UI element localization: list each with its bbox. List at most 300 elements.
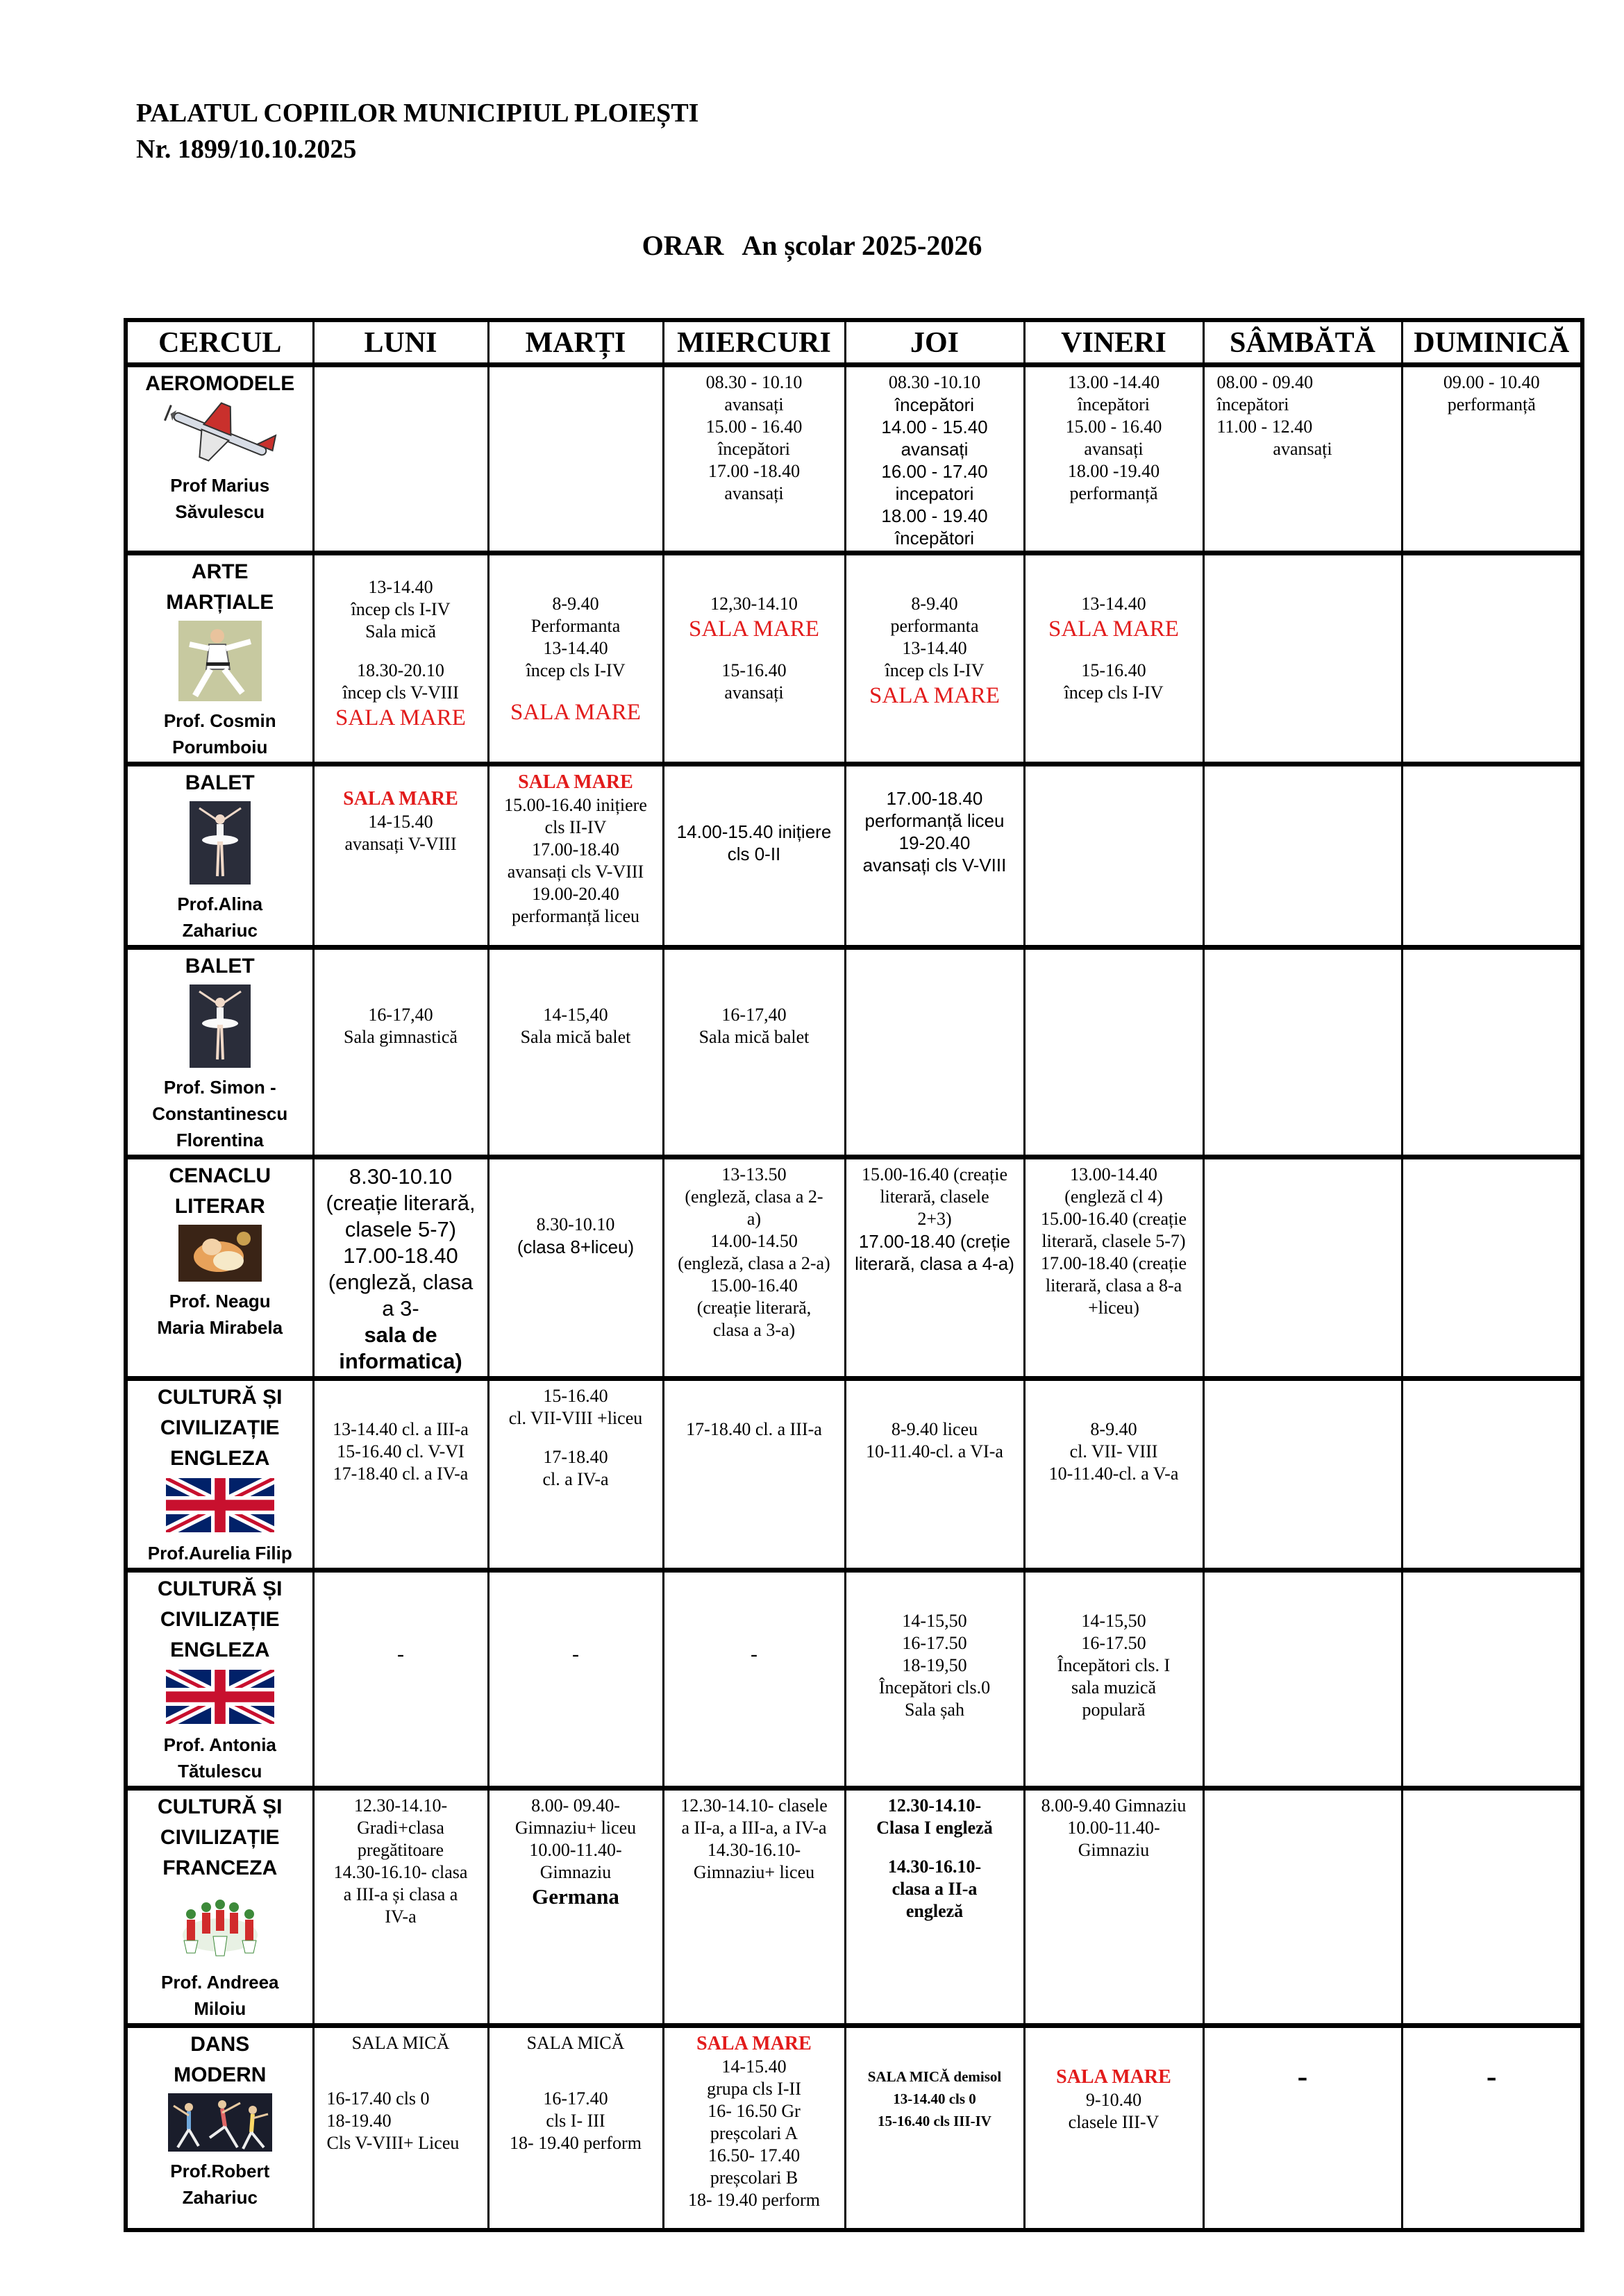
spacer: [666, 987, 843, 1004]
schedule-line: 19.00-20.40: [532, 884, 619, 904]
schedule-line: 11.00 - 12.40: [1216, 417, 1313, 437]
schedule-line: cl. VII-VIII +liceu: [508, 1408, 643, 1428]
schedule-line: 08.30 - 10.10: [705, 372, 803, 392]
schedule-line: 14-15.40: [721, 2056, 787, 2077]
professor-name: Zahariuc: [182, 920, 258, 941]
schedule-line: cl. VII- VIII: [1069, 1441, 1158, 1461]
spacer: [666, 1402, 843, 1418]
schedule-line: a II-a, a III-a, a IV-a: [681, 1818, 827, 1838]
circle-cell: [126, 553, 313, 764]
schedule-cell-marți: [488, 1570, 663, 1788]
schedule-line: 13-14.40: [543, 638, 608, 658]
schedule-line: 18.00 - 19.40: [881, 505, 988, 526]
schedule-line: sala de: [364, 1323, 437, 1347]
spacer: [1027, 2049, 1201, 2065]
schedule-line: 10-11.40-cl. a VI-a: [866, 1441, 1003, 1461]
spacer: [1027, 1577, 1201, 1593]
schedule-line: cl. a IV-a: [542, 1469, 609, 1489]
schedule-line: 10.00-11.40-: [529, 1840, 622, 1860]
spacer: [316, 2071, 486, 2088]
schedule-line: 16-17.50: [1081, 1633, 1146, 1653]
schedule-cell-joi: [845, 764, 1024, 948]
schedule-cell-duminică: [1402, 365, 1582, 553]
column-header: DUMINICĂ: [1402, 320, 1582, 365]
professor-name: Tătulescu: [178, 1761, 262, 1782]
table-row: [126, 1157, 1582, 1379]
schedule-cell-joi: [845, 2026, 1024, 2230]
schedule-line: Gimnaziu: [539, 1862, 612, 1882]
schedule-cell-miercuri: [663, 764, 845, 948]
schedule-line: 13.00-14.40: [1070, 1164, 1157, 1184]
schedule-cell-duminică: [1402, 764, 1582, 948]
schedule-line: 15.00-16.40 (creație: [1040, 1209, 1187, 1229]
circle-name: FRANCEZA: [162, 1857, 278, 1879]
schedule-line: (engleză, clasa: [328, 1270, 474, 1294]
schedule-line: 8-9.40: [552, 594, 599, 614]
airplane-model-icon: [129, 402, 311, 469]
table-row: [126, 365, 1582, 553]
schedule-line: literară, clasa a 8-a: [1045, 1275, 1182, 1296]
schedule-line: 17-18.40 cl. a III-a: [686, 1419, 822, 1439]
schedule-line: Sala mică balet: [520, 1027, 631, 1047]
schedule-line: engleză: [905, 1901, 964, 1921]
schedule-line: -: [1297, 2059, 1308, 2093]
schedule-line: Germana: [532, 1884, 619, 1909]
schedule-line: Începători cls.0: [878, 1677, 991, 1698]
professor-name: Miloiu: [194, 1998, 246, 2019]
schedule-line: 17.00-18.40 (creție: [858, 1231, 1011, 1252]
schedule-line: 17.00-18.40: [532, 839, 619, 860]
spacer: [316, 1577, 486, 1593]
schedule-line: 13-13.50: [721, 1164, 787, 1184]
schedule-line: 17.00 -18.40: [708, 461, 801, 481]
spacer: [848, 560, 1022, 576]
schedule-line: 8-9.40: [911, 594, 958, 614]
schedule-line: 16-17.50: [902, 1633, 967, 1653]
schedule-line: 13-14.40: [902, 638, 967, 658]
schedule-line: 16- 16.50 Gr: [708, 2101, 801, 2121]
schedule-line: 18-19.40: [326, 2111, 392, 2131]
circle-name: AEROMODELE: [145, 372, 295, 395]
schedule-cell-marți: [488, 2026, 663, 2230]
schedule-line: IV-a: [385, 1907, 417, 1927]
schedule-line: cls 0-II: [727, 844, 781, 864]
spacer: [491, 1593, 661, 1610]
spacer: [666, 1593, 843, 1610]
schedule-cell-joi: [845, 1379, 1024, 1570]
schedule-line: încep cls I-IV: [351, 599, 451, 619]
institution-name: PALATUL COPIILOR MUNICIPIUL PLOIEȘTI: [136, 99, 699, 128]
circle-name: CULTURĂ ȘI: [158, 1795, 283, 1818]
schedule-line: SALA MICĂ demisol: [867, 2068, 1002, 2085]
schedule-cell-sâmbătă: [1203, 1379, 1402, 1570]
spacer: [666, 771, 843, 787]
schedule-line: clasa a II-a: [891, 1879, 978, 1899]
spacer: [491, 971, 661, 987]
circle-name: MARȚIALE: [166, 591, 274, 614]
schedule-line: performanță liceu: [864, 810, 1005, 831]
schedule-line: 10-11.40-cl. a V-a: [1048, 1464, 1179, 1484]
schedule-line: 17.00-18.40: [886, 788, 983, 809]
schedule-cell-miercuri: [663, 948, 845, 1157]
schedule-line: 13-14.40 cl. a III-a: [333, 1419, 469, 1439]
schedule-cell-duminică: [1402, 1379, 1582, 1570]
schedule-line: încep cls V-VIII: [342, 682, 459, 703]
table-row: [126, 1788, 1582, 2026]
spacer: [848, 576, 1022, 593]
schedule-line: 12.30-14.10-: [887, 1795, 982, 1816]
schedule-line: +liceu): [1088, 1298, 1139, 1318]
schedule-line: avansați: [724, 682, 784, 703]
schedule-line: 08.00 - 09.40: [1216, 372, 1314, 392]
schedule-cell-luni: [313, 1157, 488, 1379]
schedule-line: 15-16.40: [1081, 660, 1146, 680]
schedule-line: SALA MARE: [869, 683, 1000, 708]
schedule-line: 17-18.40 cl. a IV-a: [333, 1464, 469, 1484]
schedule-line: avansați: [1084, 439, 1144, 459]
spacer: [316, 1593, 486, 1610]
schedule-line: cls II-IV: [544, 817, 607, 837]
schedule-cell-sâmbătă: [1203, 2026, 1402, 2230]
schedule-line: SALA MARE: [335, 705, 466, 730]
circle-cell: [126, 764, 313, 948]
schedule-cell-marți: [488, 553, 663, 764]
circle-name: ENGLEZA: [170, 1447, 270, 1470]
spacer: [1027, 560, 1201, 576]
spacer: [491, 560, 661, 576]
spacer: [316, 1627, 486, 1643]
spacer: [491, 1610, 661, 1627]
spacer: [1027, 576, 1201, 593]
schedule-line: Gimnaziu: [1078, 1840, 1150, 1860]
circle-name: CULTURĂ ȘI: [158, 1386, 283, 1409]
schedule-line: (engleză cl 4): [1064, 1187, 1163, 1207]
spacer: [316, 987, 486, 1004]
schedule-cell-duminică: [1402, 2026, 1582, 2230]
schedule-cell-sâmbătă: [1203, 1788, 1402, 2026]
schedule-line: 14.30-16.10- clasa: [333, 1862, 468, 1882]
circle-name: CIVILIZAȚIE: [160, 1416, 280, 1439]
schedule-line: încep cls I-IV: [885, 660, 985, 680]
schedule-line: 08.30 -10.10: [888, 372, 981, 392]
spacer: [848, 1385, 1022, 1402]
column-header: CERCUL: [126, 320, 313, 365]
schedule-line: Clasa I engleză: [876, 1818, 993, 1838]
schedule-line: 17.00-18.40: [343, 1243, 458, 1268]
schedule-line: 18-19,50: [902, 1655, 967, 1675]
schedule-line: 8-9.40: [1090, 1419, 1137, 1439]
schedule-line: performanță: [1447, 394, 1536, 414]
schedule-cell-vineri: [1024, 1788, 1203, 2026]
schedule-line: 16-17.40: [543, 2088, 608, 2109]
schedule-line: 8.00-9.40 Gimnaziu: [1041, 1795, 1187, 1816]
schedule-line: incepatori: [895, 483, 974, 504]
schedule-line: pregătitoare: [357, 1840, 444, 1860]
spacer: [316, 1402, 486, 1418]
circle-name: CULTURĂ ȘI: [158, 1577, 283, 1600]
schedule-line: SALA MARE: [510, 700, 641, 725]
schedule-line: avansați: [724, 394, 784, 414]
schedule-cell-joi: [845, 365, 1024, 553]
schedule-cell-luni: [313, 1570, 488, 1788]
schedule-line: încep cls I-IV: [1064, 682, 1164, 703]
schedule-line: preșcolari B: [710, 2168, 798, 2188]
schedule-line: 18.30-20.10: [357, 660, 444, 680]
circle-name: CIVILIZAȚIE: [160, 1608, 280, 1631]
spacer: [491, 954, 661, 971]
schedule-line: performanta: [890, 616, 979, 636]
schedule-line: (creație literară,: [326, 1191, 476, 1215]
schedule-cell-duminică: [1402, 553, 1582, 764]
schedule-line: 8-9.40 liceu: [891, 1419, 978, 1439]
spacer: [666, 1627, 843, 1643]
schedule-cell-sâmbătă: [1203, 553, 1402, 764]
spacer: [316, 1385, 486, 1402]
professor-name: Prof. Antonia: [163, 1734, 276, 1755]
spacer: [316, 771, 486, 787]
spacer: [848, 2032, 1022, 2049]
schedule-line: literară, clasele 5-7): [1041, 1231, 1186, 1251]
schedule-line: clasele 5-7): [344, 1217, 457, 1241]
schedule-line: SALA MICĂ: [351, 2033, 450, 2053]
column-header: MARȚI: [488, 320, 663, 365]
schedule-cell-miercuri: [663, 1570, 845, 1788]
schedule-line: populară: [1082, 1700, 1146, 1720]
professor-name: Prof.Alina: [177, 894, 263, 914]
schedule-cell-joi: [845, 553, 1024, 764]
circle-cell: [126, 1157, 313, 1379]
schedule-line: Performanta: [530, 616, 621, 636]
circle-cell: [126, 1570, 313, 1788]
schedule-line: SALA MARE: [696, 2033, 812, 2054]
schedule-cell-vineri: [1024, 553, 1203, 764]
spacer: [491, 2071, 661, 2088]
column-header: JOI: [845, 320, 1024, 365]
spacer: [316, 2054, 486, 2071]
uk-flag-icon: [129, 1477, 311, 1537]
schedule-line: 13-14.40 cls 0: [893, 2090, 976, 2107]
circle-cell: [126, 365, 313, 553]
circle-name: BALET: [185, 771, 255, 794]
schedule-line: -: [572, 1643, 579, 1666]
schedule-line: începători: [894, 394, 975, 415]
schedule-cell-vineri: [1024, 764, 1203, 948]
circle-name: MODERN: [174, 2063, 267, 2086]
schedule-line: 14.30-16.10-: [707, 1840, 801, 1860]
schedule-line: 12.30-14.10- clasele: [680, 1795, 828, 1816]
schedule-line: 12.30-14.10-: [353, 1795, 448, 1816]
schedule-line: SALA MARE: [518, 771, 633, 793]
table-row: [126, 1570, 1582, 1788]
schedule-line: 14-15,50: [902, 1611, 967, 1631]
schedule-cell-joi: [845, 948, 1024, 1157]
spacer: [1206, 2032, 1400, 2049]
professor-name: Prof.Robert: [170, 2161, 270, 2181]
circle-name: DANS: [190, 2033, 250, 2056]
professor-name: Porumboiu: [172, 737, 268, 757]
schedule-line: avansați: [1273, 439, 1332, 459]
professor-name: Prof. Simon -: [163, 1077, 276, 1098]
schedule-cell-luni: [313, 1788, 488, 2026]
professor-name: Prof. Neagu: [169, 1291, 271, 1312]
schedule-line: SALA MARE: [343, 788, 458, 810]
schedule-line: avansați cls V-VIII: [862, 855, 1007, 875]
professor-name: Prof.Aurelia Filip: [147, 1543, 292, 1564]
uk-flag-icon: [129, 1668, 311, 1729]
schedule-line: începători: [718, 439, 790, 459]
schedule-line: (engleză, clasa a 2-: [685, 1187, 823, 1207]
circle-name: CIVILIZAȚIE: [160, 1826, 280, 1849]
schedule-line: 13-14.40: [1081, 594, 1146, 614]
spacer: [491, 682, 661, 698]
schedule-line: Gimnaziu+ liceu: [693, 1862, 815, 1882]
schedule-line: 14.00-15.40 inițiere: [676, 821, 832, 842]
schedule-line: SALA MARE: [1056, 2066, 1171, 2088]
schedule-line: preșcolari A: [710, 2123, 798, 2143]
schedule-line: 17.00-18.40 (creație: [1040, 1253, 1187, 1273]
professor-name: Florentina: [176, 1130, 264, 1150]
schedule-cell-miercuri: [663, 365, 845, 553]
schedule-line: 19-20.40: [898, 832, 971, 853]
circle-name: ENGLEZA: [170, 1639, 270, 1661]
spacer: [666, 804, 843, 821]
circle-cell: [126, 948, 313, 1157]
professor-name: Săvulescu: [175, 501, 265, 522]
spacer: [1405, 2032, 1580, 2049]
schedule-line: Începători cls. I: [1057, 1655, 1171, 1675]
schedule-line: 14.00 - 15.40: [881, 417, 988, 437]
schedule-cell-vineri: [1024, 2026, 1203, 2230]
schedule-line: a III-a și clasa a: [343, 1884, 458, 1904]
schedule-line: 15.00 - 16.40: [1065, 417, 1162, 437]
circle-cell: [126, 1379, 313, 1570]
schedule-line: 15.00 - 16.40: [705, 417, 803, 437]
schedule-line: clasa a 3-a): [712, 1320, 796, 1340]
spacer: [666, 1577, 843, 1593]
schedule-cell-miercuri: [663, 553, 845, 764]
professor-name: Prof Marius: [170, 475, 270, 496]
spacer: [848, 771, 1022, 787]
schedule-cell-duminică: [1402, 1788, 1582, 2026]
circle-name: ARTE: [191, 560, 249, 583]
spacer: [666, 1385, 843, 1402]
painting-icon: [129, 1225, 311, 1285]
schedule-cell-vineri: [1024, 1379, 1203, 1570]
schedule-line: 8.30-10.10: [349, 1164, 453, 1189]
schedule-line: 12,30-14.10: [710, 594, 798, 614]
professor-name: Prof. Andreea: [160, 1972, 279, 1993]
schedule-line: avansați: [724, 483, 784, 503]
schedule-cell-marți: [488, 365, 663, 553]
schedule-cell-miercuri: [663, 1379, 845, 1570]
spacer: [316, 560, 486, 576]
schedule-cell-luni: [313, 365, 488, 553]
schedule-line: SALA MARE: [1048, 617, 1179, 642]
schedule-cell-sâmbătă: [1203, 948, 1402, 1157]
schedule-cell-vineri: [1024, 1157, 1203, 1379]
spacer: [1027, 643, 1201, 660]
schedule-line: 15-16.40: [543, 1386, 608, 1406]
schedule-cell-duminică: [1402, 948, 1582, 1157]
schedule-line: literară, clasa a 4-a): [855, 1253, 1014, 1274]
schedule-line: 18.00 -19.40: [1067, 461, 1160, 481]
column-header: MIERCURI: [663, 320, 845, 365]
spacer: [316, 954, 486, 971]
table-row: [126, 948, 1582, 1157]
schedule-line: performanță: [1069, 483, 1158, 503]
schedule-line: -: [397, 1643, 404, 1666]
circle-cell: [126, 1788, 313, 2026]
schedule-line: 14-15,40: [543, 1005, 608, 1025]
schedule-line: 15.00-16.40 inițiere: [504, 795, 647, 815]
table-row: [126, 764, 1582, 948]
schedule-line: informatica): [339, 1349, 462, 1373]
spacer: [848, 1402, 1022, 1418]
professor-name: Prof. Cosmin: [163, 710, 276, 731]
schedule-line: 15-16.40 cl. V-VI: [337, 1441, 464, 1461]
schedule-line: Sala mică: [365, 621, 436, 642]
schedule-line: a 3-: [382, 1296, 419, 1321]
circle-name: CENACLU: [169, 1164, 271, 1187]
page-title: [0, 229, 1624, 262]
schedule-line: 13.00 -14.40: [1067, 372, 1160, 392]
schedule-line: literară, clasele: [880, 1187, 989, 1207]
spacer: [666, 576, 843, 593]
schedule-line: 16.50- 17.40: [708, 2145, 801, 2165]
schedule-cell-miercuri: [663, 2026, 845, 2230]
schedule-line: performanță liceu: [511, 906, 640, 926]
schedule-line: (clasa 8+liceu): [517, 1237, 635, 1257]
spacer: [666, 1610, 843, 1627]
column-header: LUNI: [313, 320, 488, 365]
schedule-cell-marți: [488, 1379, 663, 1570]
circle-name: LITERAR: [174, 1195, 265, 1218]
spacer: [316, 1610, 486, 1627]
schedule-cell-vineri: [1024, 948, 1203, 1157]
schedule-cell-duminică: [1402, 1157, 1582, 1379]
schedule-line: Gradi+clasa: [357, 1818, 444, 1838]
schedule-table: [124, 318, 1584, 2232]
schedule-line: avansați: [901, 439, 969, 460]
schedule-line: 15-16.40 cls III-IV: [878, 2113, 991, 2129]
schedule-cell-marți: [488, 1157, 663, 1379]
schedule-cell-miercuri: [663, 1157, 845, 1379]
schedule-cell-sâmbătă: [1203, 764, 1402, 948]
table-row: [126, 2026, 1582, 2230]
schedule-line: 8.00- 09.40-: [531, 1795, 620, 1816]
schedule-line: încep cls I-IV: [526, 660, 626, 680]
table-row: [126, 553, 1582, 764]
schedule-line: 15-16.40: [721, 660, 787, 680]
spacer: [316, 643, 486, 660]
schedule-cell-marți: [488, 764, 663, 948]
spacer: [666, 954, 843, 971]
schedule-line: 10.00-11.40-: [1067, 1818, 1160, 1838]
dancers-icon: [129, 2093, 311, 2155]
schedule-line: Sala șah: [905, 1700, 964, 1720]
professor-name: Constantinescu: [152, 1103, 288, 1124]
schedule-line: SALA MICĂ: [526, 2033, 625, 2053]
schedule-line: 09.00 - 10.40: [1443, 372, 1540, 392]
schedule-line: 17-18.40: [543, 1447, 608, 1467]
schedule-line: 16.00 - 17.40: [881, 461, 988, 482]
schedule-line: avansați cls V-VIII: [507, 862, 644, 882]
schedule-cell-vineri: [1024, 365, 1203, 553]
ballerina-icon: [129, 801, 311, 888]
folk-dance-icon: [129, 1886, 311, 1966]
schedule-line: clasele III-V: [1068, 2112, 1160, 2132]
schedule-line: (engleză, clasa a 2-a): [678, 1253, 830, 1273]
